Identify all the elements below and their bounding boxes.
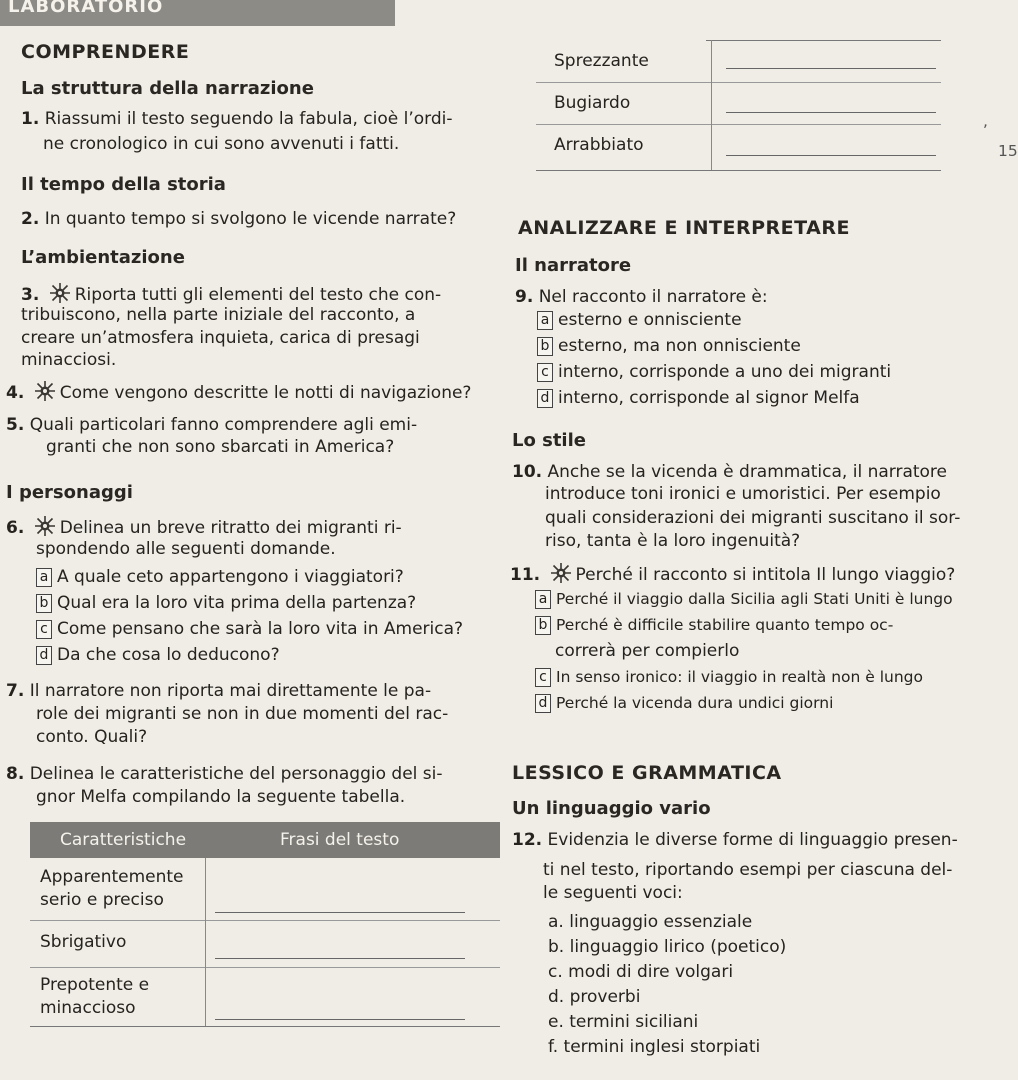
question-10-line-4: riso, tanta è la loro ingenuità?	[545, 531, 801, 551]
row-divider	[536, 124, 941, 125]
list-item: c. modi di dire volgari	[548, 962, 734, 982]
answer-line[interactable]	[215, 912, 465, 913]
question-10-line-2: introduce toni ironici e umoristici. Per esempio	[545, 484, 941, 504]
option-11c: c In senso ironico: il viaggio in realtà non è lungo	[535, 666, 923, 688]
question-6-line-2: spondendo alle seguenti domande.	[36, 539, 336, 559]
option-9b: b esterno, ma non onnisciente	[537, 335, 801, 357]
subheading-stile: Lo stile	[512, 430, 586, 451]
question-7-line-2: role dei migranti se non in due momenti del rac-	[36, 704, 449, 724]
adjective-arrabbiato: Arrabbiato	[554, 135, 644, 155]
table-cell-label: serio e preciso	[40, 890, 164, 910]
table-cell-label: minaccioso	[40, 998, 136, 1018]
row-divider	[30, 920, 500, 921]
section-tag: LABORATORIO	[8, 0, 164, 17]
subheading-ambientazione: L’ambientazione	[21, 247, 185, 268]
table-header-frasi: Frasi del testo	[280, 830, 400, 850]
question-5-line-2: granti che non sono sbarcati in America?	[46, 437, 395, 457]
table-cell-label: Sbrigativo	[40, 932, 127, 952]
option-6c: c Come pensano che sarà la loro vita in America?	[36, 618, 463, 640]
activity-star-icon	[33, 515, 57, 537]
adjective-table	[536, 40, 946, 175]
activity-star-icon	[48, 282, 72, 304]
question-3-line-3: creare un’atmosfera inquieta, carica di presagi	[21, 328, 420, 348]
subheading-narratore: Il narratore	[515, 255, 632, 276]
question-1-line-2: ne cronologico in cui sono avvenuti i fatti.	[43, 134, 400, 154]
list-item: e. termini siciliani	[548, 1012, 699, 1032]
question-11: 11. Perché il racconto si intitola Il lungo viaggio?	[510, 562, 955, 586]
heading-comprendere: COMPRENDERE	[21, 41, 190, 63]
table-cell-label: Apparentemente	[40, 867, 184, 887]
question-8-line-2: gnor Melfa compilando la seguente tabella.	[36, 787, 406, 807]
question-7: 7. Il narratore non riporta mai direttamente le pa-	[6, 681, 432, 701]
heading-lessico: LESSICO E GRAMMATICA	[512, 762, 782, 784]
question-3-line-2: tribuiscono, nella parte iniziale del racconto, a	[21, 305, 416, 325]
row-divider	[30, 967, 500, 968]
option-6a: a A quale ceto appartengono i viaggiatori?	[36, 566, 404, 588]
table-top-border	[706, 40, 941, 41]
adjective-sprezzante: Sprezzante	[554, 51, 649, 71]
list-item: b. linguaggio lirico (poetico)	[548, 937, 787, 957]
subheading-personaggi: I personaggi	[6, 482, 133, 503]
list-item: d. proverbi	[548, 987, 641, 1007]
question-4: 4. Come vengono descritte le notti di navigazione?	[6, 380, 471, 404]
answer-line[interactable]	[726, 155, 936, 156]
margin-mark: ,	[983, 112, 988, 130]
subheading-tempo: Il tempo della storia	[21, 174, 226, 195]
subheading-linguaggio: Un linguaggio vario	[512, 798, 711, 819]
table-bottom-border	[30, 1026, 500, 1027]
question-7-line-3: conto. Quali?	[36, 727, 148, 747]
table-cell-label: Prepotente e	[40, 975, 150, 995]
option-9d: d interno, corrisponde al signor Melfa	[537, 387, 860, 409]
question-8: 8. Delinea le caratteristiche del personaggio del si-	[6, 764, 443, 784]
option-11b-line-2: correrà per compierlo	[555, 641, 740, 661]
characteristics-table	[30, 822, 500, 1027]
table-column-divider	[711, 40, 712, 170]
option-6b: b Qual era la loro vita prima della partenza?	[36, 592, 416, 614]
activity-star-icon	[33, 380, 57, 402]
question-2: 2. In quanto tempo si svolgono le vicende narrate?	[21, 209, 457, 229]
option-9c: c interno, corrisponde a uno dei migranti	[537, 361, 891, 383]
option-11d: d Perché la vicenda dura undici giorni	[535, 692, 833, 714]
question-12-line-2: ti nel testo, riportando esempi per ciascuna del-	[543, 860, 953, 880]
option-9a: a esterno e onnisciente	[537, 309, 742, 331]
margin-line-number: 15	[998, 142, 1018, 160]
question-3: 3. Riporta tutti gli elementi del testo che con-	[21, 282, 441, 306]
answer-line[interactable]	[215, 1019, 465, 1020]
table-bottom-border	[536, 170, 941, 171]
question-5: 5. Quali particolari fanno comprendere agli emi-	[6, 415, 418, 435]
adjective-bugiardo: Bugiardo	[554, 93, 631, 113]
question-10-line-3: quali considerazioni dei migranti suscitano il sor-	[545, 508, 961, 528]
answer-line[interactable]	[726, 112, 936, 113]
question-9: 9. Nel racconto il narratore è:	[515, 287, 768, 307]
question-12: 12. Evidenzia le diverse forme di linguaggio presen-	[512, 830, 958, 850]
table-header-caratteristiche: Caratteristiche	[60, 830, 187, 850]
row-divider	[536, 82, 941, 83]
heading-analizzare: ANALIZZARE E INTERPRETARE	[518, 217, 850, 239]
answer-line[interactable]	[726, 68, 936, 69]
list-item: a. linguaggio essenziale	[548, 912, 753, 932]
option-11b: b Perché è difficile stabilire quanto tempo oc-	[535, 614, 893, 636]
activity-star-icon	[549, 562, 573, 584]
question-10: 10. Anche se la vicenda è drammatica, il narratore	[512, 462, 947, 482]
option-11a: a Perché il viaggio dalla Sicilia agli Stati Uniti è lungo	[535, 588, 953, 610]
list-item: f. termini inglesi storpiati	[548, 1037, 761, 1057]
question-3-line-4: minacciosi.	[21, 350, 117, 370]
subheading-struttura: La struttura della narrazione	[21, 78, 314, 99]
question-6: 6. Delinea un breve ritratto dei migranti ri-	[6, 515, 402, 539]
option-6d: d Da che cosa lo deducono?	[36, 644, 280, 666]
question-1: 1. Riassumi il testo seguendo la fabula, cioè l’ordi-	[21, 109, 453, 129]
answer-line[interactable]	[215, 958, 465, 959]
table-column-divider	[205, 858, 206, 1026]
question-12-line-3: le seguenti voci:	[543, 883, 683, 903]
